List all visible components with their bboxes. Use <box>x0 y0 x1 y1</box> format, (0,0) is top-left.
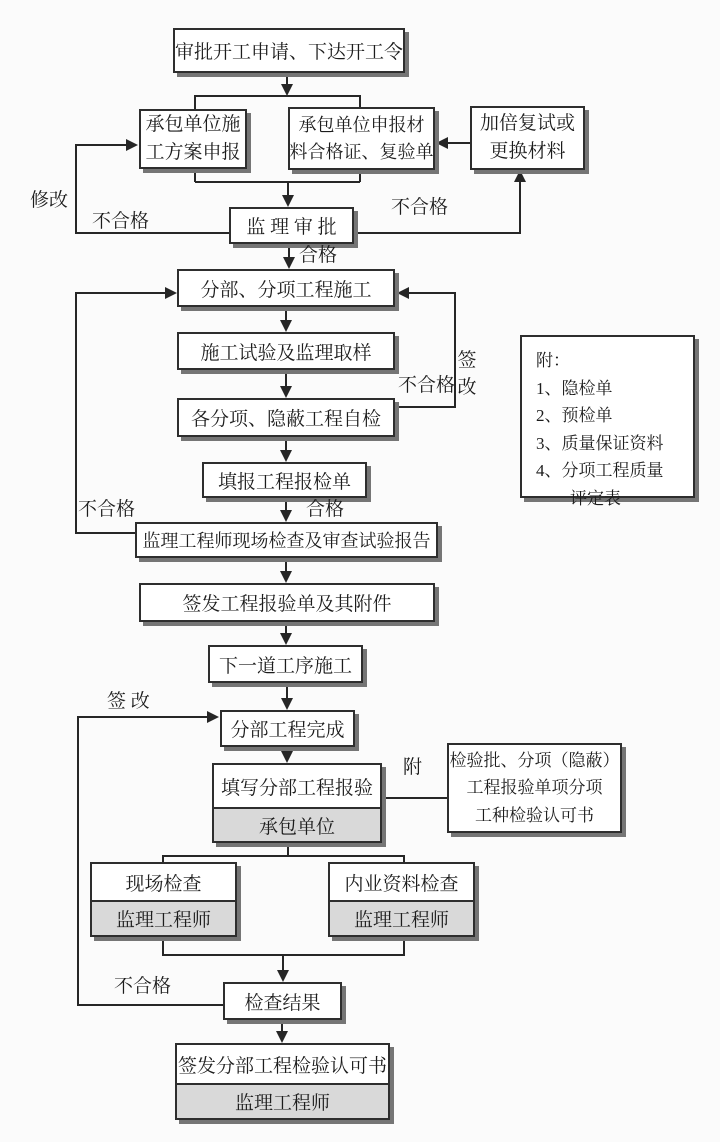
edge-label-line: 签 <box>457 350 477 371</box>
edge-label-fail-supervisor-left: 不合格 <box>92 211 150 232</box>
flow-node-division-construction <box>177 269 395 307</box>
node-label <box>480 110 575 167</box>
node-label-line: 工种检验认可书 <box>475 805 594 825</box>
flow-node-site-inspection <box>90 862 237 937</box>
flow-node-attach-note <box>447 743 622 833</box>
flow-node-fill-inspection-form <box>202 462 367 498</box>
node-label: 分部、分项工程施工 <box>200 279 372 301</box>
edge-label-fail-self-check: 不合格 <box>398 375 456 396</box>
edge-label-fail-supervisor-right: 不合格 <box>391 197 449 218</box>
node-label: 填写分部工程报验 <box>220 777 373 799</box>
node-label-line: 工程报验单项分项 <box>466 778 603 798</box>
flow-node-fill-section-report <box>212 763 382 843</box>
attachment-line: 评定表 <box>570 488 621 508</box>
node-label: 分部工程完成 <box>230 720 345 741</box>
node-label <box>145 111 240 168</box>
flow-node-contractor-plan <box>139 109 247 169</box>
flow-node-issue-inspection-form <box>139 583 435 622</box>
node-label: 施工试验及监理取样 <box>200 342 372 364</box>
node-label-line: 检验批、分项（隐蔽） <box>449 750 620 770</box>
node-actor-badge: 承包单位 <box>214 807 380 841</box>
node-label <box>290 112 434 166</box>
connector-result-to-certificate <box>276 1020 288 1043</box>
node-label: 现场检查 <box>125 873 202 895</box>
connector-branch-to-supervisor <box>282 182 294 207</box>
edge-label-attach: 附 <box>403 757 423 778</box>
node-label <box>450 747 620 830</box>
connector-supervisor-pass-down <box>283 243 295 269</box>
edge-label-sign-change-top <box>454 348 480 401</box>
node-label-line: 更换材料 <box>489 141 566 162</box>
flow-node-supervisor-approve <box>229 207 354 244</box>
node-label: 内业资料检查 <box>344 873 459 895</box>
flow-node-issue-certificate <box>175 1043 390 1120</box>
node-label: 签发工程报验单及其附件 <box>182 594 392 615</box>
connector-inspections-fanin <box>163 937 404 982</box>
connector-sitereport-fail-loop <box>76 287 177 533</box>
attachment-list-box <box>520 335 695 508</box>
flow-node-material-report <box>288 107 435 170</box>
connector-fillsection-fanout <box>163 843 404 864</box>
attachment-line: 附： <box>536 351 570 370</box>
node-label: 监理工程师现场检查及审查试验报告 <box>142 531 431 551</box>
edge-label-fail-site-report: 不合格 <box>78 499 136 520</box>
node-label-line: 加倍复试或 <box>479 112 575 134</box>
attachment-line: 3、质量保证资料 <box>536 433 664 453</box>
node-actor-badge: 监理工程师 <box>92 900 235 935</box>
edge-label-fail-result: 不合格 <box>114 976 172 997</box>
node-label-line: 料合格证、复验单 <box>289 141 434 162</box>
attachment-line: 1、隐检单 <box>536 378 613 398</box>
node-label: 下一道工序施工 <box>218 655 352 677</box>
node-label: 签发分部工程检验认可书 <box>177 1055 387 1077</box>
edge-label-pass-supervisor: 合格 <box>299 245 338 266</box>
node-label: 审批开工申请、下达开工令 <box>175 42 404 63</box>
edge-label-modify: 修改 <box>30 190 69 211</box>
node-label: 各分项、隐蔽工程自检 <box>190 409 381 430</box>
connector-result-fail-loop <box>78 711 223 1005</box>
node-label-line: 承包单位申报材 <box>298 114 425 135</box>
node-actor-badge: 监理工程师 <box>177 1083 388 1118</box>
attachment-line: 4、分项工程质量 <box>536 461 664 481</box>
node-label: 填报工程报检单 <box>217 471 351 493</box>
edge-label-sign-change-bottom: 签 改 <box>107 691 150 712</box>
flow-node-approve-start <box>173 28 405 73</box>
flow-node-test-sampling <box>177 332 395 370</box>
edge-label-pass-inspection: 合格 <box>306 499 345 520</box>
flow-node-check-result <box>223 982 342 1020</box>
flow-node-site-check-report <box>135 522 438 558</box>
flow-node-office-inspection <box>328 862 475 937</box>
edge-label-line: 改 <box>457 376 477 398</box>
flow-node-section-complete <box>220 710 355 747</box>
connector-retest-to-material <box>436 137 470 149</box>
flow-node-self-check <box>177 398 395 437</box>
node-actor-badge: 监理工程师 <box>330 900 473 935</box>
node-label-line: 工方案申报 <box>145 142 241 163</box>
flow-node-retest <box>470 106 585 170</box>
node-label-line: 承包单位施 <box>145 113 241 135</box>
attachment-line: 2、预检单 <box>536 406 613 426</box>
node-label: 监 理 审 批 <box>246 217 337 238</box>
flow-node-next-process <box>208 645 363 683</box>
node-label: 检查结果 <box>244 992 321 1014</box>
